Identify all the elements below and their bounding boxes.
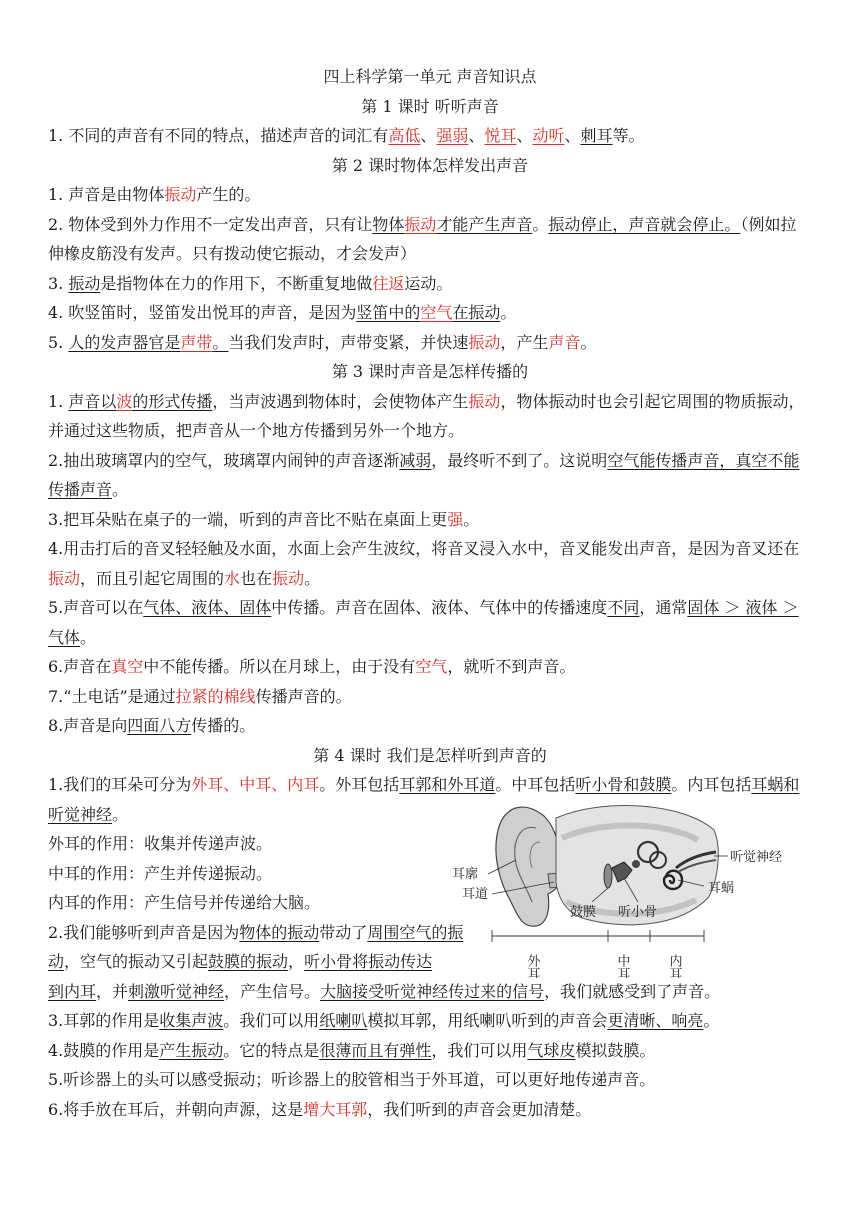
lesson3-item-1: 1. 声音以波的形式传播，当声波遇到物体时，会使物体产生振动，物体振动时也会引起它周围的物质振动，并通过这些物质，把声音从一个地方传播到另外一个地方。 [48,391,805,440]
lesson4-item-1: 1.我们的耳朵可分为外耳、中耳、内耳。外耳包括耳郭和外耳道。中耳包括听小骨和鼓膜。内耳包括耳蜗和听觉神经。 [48,775,800,824]
lesson4-item-4: 4.鼓膜的作用是产生振动。它的特点是很薄而且有弹性，我们可以用气球皮模拟鼓膜。 [48,1040,656,1060]
auditory-nerve-label: 听觉神经 [730,850,783,865]
lesson3-item-8: 8.声音是向四面八方传播的。 [48,716,256,735]
middle-ear-function: 中耳的作用：产生并传递振动。 [48,863,273,883]
lesson4-heading: 第 4 课时 我们是怎样听到声音的 [313,745,547,765]
eardrum-label: 鼓膜 [570,905,597,920]
middle-ear-label: 中耳 [614,954,630,978]
lesson2-item-5: 5. 人的发声器官是声带。当我们发声时，声带变紧，并快速振动，产生声音。 [48,332,597,352]
lesson2-item-1: 1. 声音是由物体振动产生的。 [48,185,261,204]
lesson1-item-1: 1. 不同的声音有不同的特点，描述声音的词汇有高低、强弱、悦耳、动听、刺耳等。 [48,126,645,145]
lesson3-heading: 第 3 课时声音是怎样传播的 [331,362,529,381]
inner-ear-function: 内耳的作用：产生信号并传递给大脑。 [48,893,321,912]
lesson2-item-4: 4. 吹竖笛时，竖笛发出悦耳的声音，是因为竖笛中的空气在振动。 [48,303,517,322]
inner-ear-label: 内耳 [666,954,682,978]
ossicles-label: 听小骨 [618,905,658,920]
lesson4-item-6: 6.将手放在耳后，并朝向声源，这是增大耳郭，我们听到的声音会更加清楚。 [48,1099,592,1119]
ear-diagram [452,778,792,978]
lesson4-item-3: 3.耳郭的作用是收集声波。我们可以用纸喇叭模拟耳郭，用纸喇叭听到的声音会更清晰、响亮。 [48,1011,720,1030]
lesson3-item-5: 5.声音可以在气体、液体、固体中传播。声音在固体、液体、气体中的传播速度不同，通常固体 ＞ 液体 ＞气体。 [48,598,799,647]
lesson2-heading: 第 2 课时物体怎样发出声音 [331,155,529,175]
lesson2-item-2: 2. 物体受到外力作用不一定发出声音，只有让物体振动才能产生声音。振动停止，声音就会停止。（例如拉伸橡皮筋没有发声。只有拨动使它振动，才会发声） [48,214,797,263]
ear-canal-label: 耳道 [462,887,489,902]
auricle-shape [496,807,564,926]
outer-ear-function: 外耳的作用：收集并传递声波。 [48,834,273,853]
lesson3-item-2: 2.抽出玻璃罩内的空气，玻璃罩内闹钟的声音逐渐减弱，最终听不到了。这说明空气能传播声音，真空不能传播声音。 [48,450,800,499]
page-title: 四上科学第一单元 声音知识点 [323,67,537,86]
auricle-label: 耳廓 [452,867,479,882]
lesson2-item-3: 3. 振动是指物体在力的作用下，不断重复地做往返运动。 [48,273,453,293]
lesson1-heading: 第 1 课时 听听声音 [361,96,499,116]
cochlea-label: 耳蜗 [708,881,735,896]
lesson4-item-2a: 2.我们能够听到声音是因为物体的振动带动了周围空气的振动，空气的振动又引起鼓膜的振动，听小骨将振动传达 [48,922,464,971]
lesson4-item-5: 5.听诊器上的头可以感受振动；听诊器上的胶管相当于外耳道，可以更好地传递声音。 [48,1070,656,1089]
lesson4-item-2b: 到内耳，并刺激听觉神经，产生信号。大脑接受听觉神经传过来的信号，我们就感受到了声音。 [48,981,721,1001]
eardrum-shape [604,864,612,888]
lesson3-item-7: 7.“土电话”是通过拉紧的棉线传播声音的。 [48,686,352,706]
outer-ear-label: 外耳 [524,954,540,978]
lesson3-item-6: 6.声音在真空中不能传播。所以在月球上，由于没有空气，就听不到声音。 [48,657,576,676]
lesson3-item-4: 4.用击打后的音叉轻轻触及水面，水面上会产生波纹，将音叉浸入水中，音叉能发出声音，是因为音叉还在振动，而且引起它周围的水也在振动。 [48,539,800,588]
lesson3-item-3: 3.把耳朵贴在桌子的一端，听到的声音比不贴在桌面上更强。 [48,509,480,529]
